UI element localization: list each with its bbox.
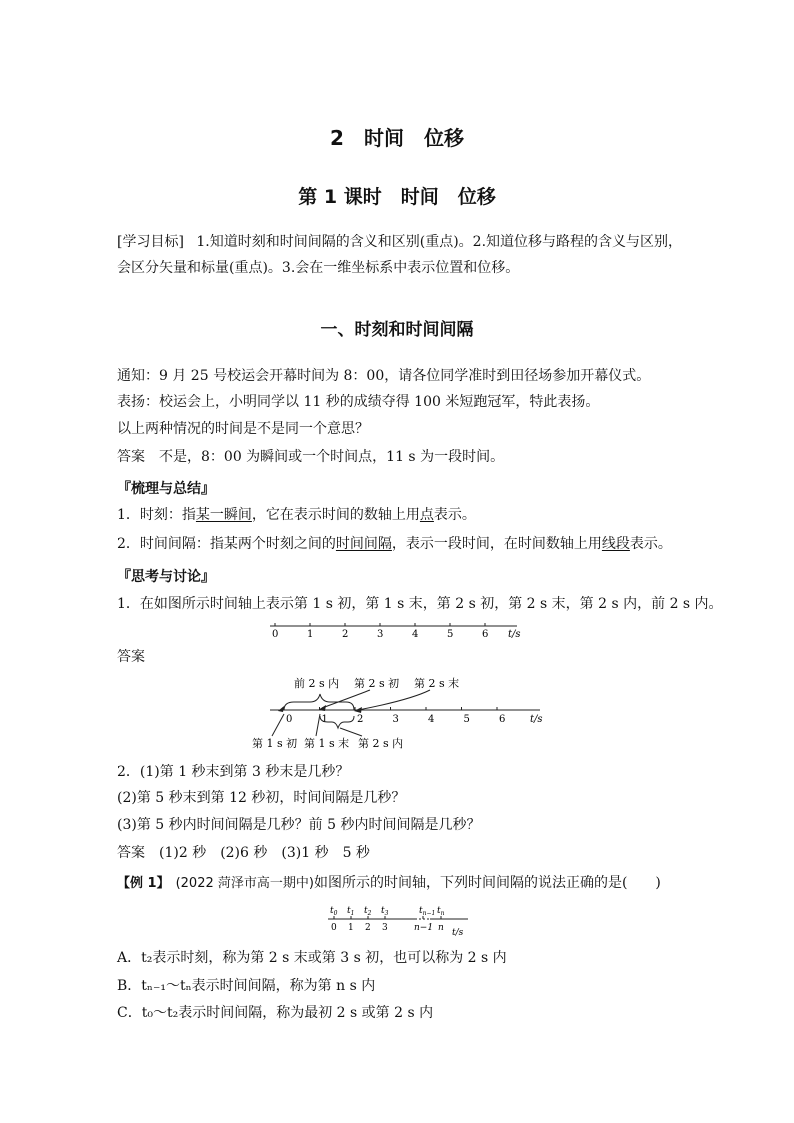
question-1: 1．在如图所示时间轴上表示第 1 s 初，第 1 s 末，第 2 s 初，第 2 s 末，第 2 s 内，前 2 s 内。 [117, 596, 723, 612]
answer2-text: (1)2 秒 (2)6 秒 (3)1 秒 5 秒 [159, 845, 370, 861]
notice-text: 通知：9 月 25 号校运会开幕时间为 8：00，请各位同学准时到田径场参加开幕仪式。 [117, 368, 651, 384]
axis2-unit: t/s [530, 714, 543, 725]
summary1-term: 某一瞬间 [195, 507, 252, 523]
example-1 [117, 873, 661, 894]
discuss-header: 『思考与讨论』 [117, 569, 215, 585]
summary-item-2 [117, 534, 672, 554]
summary2-pre: 2．时间间隔：指某两个时刻之间的 [117, 536, 336, 552]
label-in-2s: 第 2 s 内 [358, 737, 404, 750]
answer-2 [117, 843, 370, 863]
summary1-post: 表示。 [433, 507, 476, 523]
objectives-text1: 1.知道时刻和时间间隔的含义和区别(重点)。2.知道位移与路程的含义与区别， [196, 234, 683, 250]
axis3-bottom-label: 2 [365, 923, 371, 933]
question-text: 以上两种情况的时间是不是同一个意思？ [117, 421, 369, 437]
summary2-term2: 线段 [601, 536, 630, 552]
label-end-1s: 第 1 s 末 [304, 737, 350, 750]
question-2-1: 2．(1)第 1 秒末到第 3 秒末是几秒？ [117, 764, 350, 780]
section-heading: 一、时刻和时间间隔 [320, 320, 474, 340]
objectives-line1 [117, 232, 682, 252]
axis1-tick-label: 1 [307, 629, 314, 640]
question-2-2: (2)第 5 秒末到第 12 秒初，时间间隔是几秒？ [117, 790, 406, 806]
axis3-top-label: $t_2$ [364, 906, 372, 917]
axis1-tick-label: 3 [377, 629, 384, 640]
pointer-end-1s [316, 714, 320, 736]
time-axis-2 [250, 670, 550, 755]
axis1-tick-label: 5 [447, 629, 454, 640]
summary2-post: 表示。 [629, 536, 672, 552]
summary-header: 『梳理与总结』 [117, 481, 215, 497]
axis3-top-label: $t_0$ [330, 906, 338, 917]
axis2-tick-label: 3 [392, 714, 399, 725]
summary1-term2: 点 [419, 507, 434, 523]
summary1-mid: ，它在表示时间的数轴上用 [251, 507, 420, 523]
axis3-bottom-label: 0 [331, 923, 337, 933]
axis1-unit: t/s [508, 629, 521, 640]
pointer-start-2s [322, 690, 370, 708]
axis2-tick-label: 0 [286, 714, 293, 725]
summary2-term: 时间间隔 [335, 536, 392, 552]
axis1-tick-label: 6 [482, 629, 489, 640]
axis3-top-label: $t_1$ [347, 906, 355, 917]
axis2-tick-label: 4 [428, 714, 435, 725]
axis3-top-label: $t_n$ [437, 906, 445, 917]
axis2-origin-arrow [278, 706, 284, 712]
axis2-tick-label: 6 [499, 714, 506, 725]
time-axis-1 [262, 618, 532, 644]
label-start-1s: 第 1 s 初 [252, 737, 298, 750]
question-2-3: (3)第 5 秒内时间间隔是几秒？前 5 秒内时间间隔是几秒？ [117, 817, 481, 833]
axis1-tick-label: 4 [412, 629, 419, 640]
pointer-in-2s [340, 728, 362, 736]
label-start-2s: 第 2 s 初 [354, 677, 400, 690]
objectives-label: [学习目标] [117, 234, 184, 250]
example-source: (2022 菏泽市高一期中) [175, 876, 314, 891]
axis2-tick-label: 2 [357, 714, 364, 725]
summary2-mid: ，表示一段时间，在时间数轴上用 [391, 536, 602, 552]
answer-label: 答案 [117, 449, 145, 465]
axis1-tick-label: 2 [342, 629, 349, 640]
summary1-pre: 1．时刻：指 [117, 507, 196, 523]
pointer-end-2s [358, 690, 430, 710]
answer2-label: 答案 [117, 845, 145, 861]
option-b: B．tₙ₋₁～tₙ表示时间间隔，称为第 n s 内 [117, 978, 376, 994]
axis3-bottom-label: 1 [348, 923, 354, 933]
answer-text: 不是，8：00 为瞬间或一个时间点，11 s 为一段时间。 [159, 449, 505, 465]
summary-item-1 [117, 505, 476, 525]
objectives-line2: 会区分矢量和标量(重点)。3.会在一维坐标系中表示位置和位移。 [117, 260, 520, 276]
example-label: 【例 1】 [117, 876, 170, 891]
option-a: A．t₂表示时刻，称为第 2 s 末或第 3 s 初，也可以称为 2 s 内 [117, 950, 507, 966]
axis3-bottom-label: n−1 [414, 923, 434, 933]
praise-text: 表扬：校运会上，小明同学以 11 秒的成绩夺得 100 米短跑冠军，特此表扬。 [117, 394, 600, 410]
page-title: 2 时间 位移 [330, 126, 464, 150]
option-c: C．t₀～t₂表示时间间隔，称为最初 2 s 或第 2 s 内 [117, 1005, 434, 1021]
label-end-2s: 第 2 s 末 [414, 677, 460, 690]
pointer-start-1s [272, 714, 284, 736]
axis3-bottom-label: 3 [382, 923, 388, 933]
axis3-unit: t/s [452, 928, 464, 938]
axis2-tick-label: 5 [463, 714, 470, 725]
lesson-title: 第 1 课时 时间 位移 [298, 186, 496, 208]
answer-1 [117, 447, 504, 467]
example-text: 如图所示的时间轴，下列时间间隔的说法正确的是( ) [313, 875, 661, 891]
axis1-tick-label: 0 [272, 629, 279, 640]
axis3-top-label: $t_{n-1}$ [419, 906, 436, 917]
answer-label-2: 答案 [117, 649, 145, 665]
axis3-bottom-label: n [438, 923, 444, 933]
axis3-top-label: $t_3$ [381, 906, 389, 917]
label-first-2s: 前 2 s 内 [294, 677, 340, 690]
axis2-tick-label: 1 [321, 714, 328, 725]
time-axis-3 [320, 902, 480, 938]
